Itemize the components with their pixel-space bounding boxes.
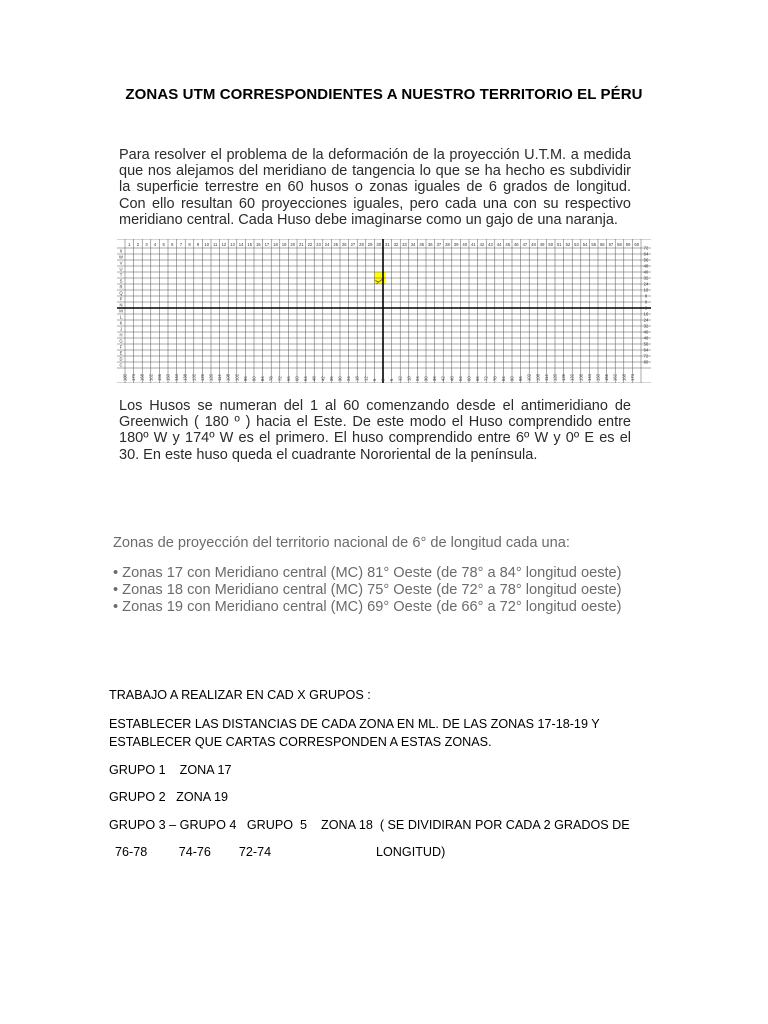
longitude-label: 102 [526, 374, 532, 381]
latitude-label: 24 [643, 281, 649, 287]
longitude-label: 168 [621, 374, 627, 381]
row-letter-label: W [119, 254, 123, 260]
zone-number-label: 25 [333, 242, 339, 247]
longitude-label: 126 [561, 374, 567, 381]
latitude-label: 48 [643, 335, 649, 341]
highlight-cell [374, 272, 385, 278]
zone-number-label: 20 [290, 242, 296, 247]
longitude-label: 84 [500, 376, 506, 381]
longitude-label: 72 [277, 376, 283, 381]
zone-number-label: 54 [582, 242, 588, 247]
longitude-label: 96 [242, 376, 248, 381]
zones-heading: Zonas de proyección del territorio nacional de 6° de longitud cada una: [113, 535, 570, 551]
zone-number-label: 27 [350, 242, 356, 247]
zone-number-label: 17 [264, 242, 270, 247]
longitude-label: 168 [139, 374, 145, 381]
zone-number-label: 56 [599, 242, 605, 247]
longitude-label: 162 [612, 374, 618, 381]
zone-18-item: • Zonas 18 con Meridiano central (MC) 75° Oeste (de 72° a 78° longitud oeste) [113, 582, 622, 598]
longitude-label: 138 [182, 374, 188, 381]
zone-number-label: 37 [436, 242, 442, 247]
latitude-label: 16 [643, 287, 649, 293]
longitude-label: 12 [363, 376, 369, 381]
longitude-label: 102 [234, 374, 240, 381]
longitude-label: 30 [423, 376, 429, 381]
zone-number-label: 23 [316, 242, 321, 247]
zone-number-label: 22 [307, 242, 313, 247]
longitude-label: 78 [268, 376, 274, 381]
page-title: ZONAS UTM CORRESPONDIENTES A NUESTRO TERRITORIO EL PÉRU [125, 86, 643, 103]
longitude-label: 48 [449, 376, 455, 381]
degree-ranges: 76-78 74-76 72-74 [115, 845, 272, 859]
row-letter-label: T [119, 272, 123, 278]
utm-zone-grid [117, 239, 651, 383]
longitude-label: 66 [285, 376, 291, 381]
zone-number-label: 12 [221, 242, 227, 247]
zone-19-item: • Zonas 19 con Meridiano central (MC) 69° Oeste (de 66° a 72° longitud oeste) [113, 599, 622, 615]
longitude-label: 144 [586, 374, 592, 381]
longitude-label: 84 [260, 376, 266, 381]
row-letter-label: U [119, 266, 123, 272]
longitude-label: 162 [148, 374, 154, 381]
longitude-label: 72 [483, 376, 489, 381]
zone-number-label: 33 [402, 242, 407, 247]
longitude-label: 24 [346, 376, 352, 381]
latitude-label: 32 [643, 323, 649, 329]
zone-number-label: 57 [608, 242, 614, 247]
latitude-label: 72 [643, 353, 649, 359]
zone-number-label: 16 [255, 242, 261, 247]
task-description: ESTABLECER LAS DISTANCIAS DE CADA ZONA EN ML. DE LAS ZONAS 17-18-19 Y ESTABLECER QUE CARTAS CORRESPONDEN A ESTAS ZONAS. [109, 717, 600, 749]
group-2-line: GRUPO 2 ZONA 19 [109, 790, 228, 804]
zone-number-label: 49 [539, 242, 545, 247]
longitude-label: 60 [466, 376, 472, 381]
longitude-label: 18 [406, 376, 412, 381]
zone-number-label: 55 [591, 242, 597, 247]
zone-number-label: 14 [238, 242, 244, 247]
group-3-5-line: GRUPO 3 – GRUPO 4 GRUPO 5 ZONA 18 ( SE DIVIDIRAN POR CADA 2 GRADOS DE [109, 818, 630, 832]
longitude-label: 150 [595, 374, 601, 381]
longitude-label: 138 [578, 374, 584, 381]
zone-number-label: 4 [153, 242, 157, 247]
row-letter-label: D [119, 356, 123, 362]
zone-number-label: 31 [384, 242, 390, 247]
latitude-label: 16 [643, 311, 649, 317]
zone-number-label: 13 [230, 242, 235, 247]
row-letter-label: J [119, 326, 123, 332]
longitude-label: 108 [225, 374, 231, 381]
latitude-label: 8 [644, 293, 648, 299]
zone-number-label: 15 [247, 242, 253, 247]
zone-number-label: 48 [531, 242, 536, 247]
longitude-label: 66 [475, 376, 481, 381]
zone-number-label: 39 [453, 242, 459, 247]
row-letter-label: M [119, 308, 123, 314]
longitude-label: 90 [509, 376, 515, 381]
numbering-paragraph: Los Husos se numeran del 1 al 60 comenzando desde el antimeridiano de Greenwich ( 180 º ) hacia el Este. De este modo el Huso comprendido entre 180º W y 174º W es el primero. El huso comprendido entre 6º W y 0º E es el 30. En este huso queda el cuadrante Nororiental de la península. [119, 398, 631, 463]
longitude-label: 126 [199, 374, 205, 381]
row-letter-label: L [119, 314, 123, 320]
latitude-label: 64 [643, 347, 649, 353]
longitude-label: 114 [543, 374, 549, 381]
row-letter-label: F [119, 344, 123, 350]
latitude-label: 24 [643, 317, 649, 323]
zone-number-label: 58 [617, 242, 622, 247]
longitude-label: 78 [492, 376, 498, 381]
latitude-label: 56 [643, 341, 649, 347]
row-letter-label: S [119, 278, 123, 284]
longitude-label: 132 [191, 374, 197, 381]
longitude-label: 174 [629, 374, 635, 381]
longitude-label: 0 [380, 378, 386, 381]
row-letter-label: N [119, 302, 123, 308]
longitude-label: 120 [208, 374, 214, 381]
longitude-label: 30 [337, 376, 343, 381]
longitude-label: 156 [156, 374, 162, 381]
latitude-label: 40 [643, 269, 649, 275]
zone-number-label: 30 [376, 242, 382, 247]
longitude-label: 42 [440, 376, 446, 381]
longitude-label: 90 [251, 376, 257, 381]
longitude-label: 54 [303, 376, 309, 381]
zone-number-label: 59 [625, 242, 631, 247]
zone-number-label: 9 [196, 242, 200, 247]
longitude-label: 132 [569, 374, 575, 381]
latitude-label: 56 [643, 257, 649, 263]
row-letter-label: P [119, 296, 123, 302]
longitude-label: 48 [311, 376, 317, 381]
zone-17-item: • Zonas 17 con Meridiano central (MC) 81° Oeste (de 78° a 84° longitud oeste) [113, 565, 622, 581]
latitude-label: 40 [643, 329, 649, 335]
zone-number-label: 24 [324, 242, 330, 247]
longitude-label: 96 [518, 376, 524, 381]
latitude-label: 8 [644, 305, 648, 311]
longitude-label: 150 [165, 374, 171, 381]
zone-number-label: 32 [393, 242, 399, 247]
intro-paragraph: Para resolver el problema de la deformación de la proyección U.T.M. a medida que nos alejamos del meridiano de tangencia lo que se ha hecho es subdividir la superficie terrestre en 60 husos o zonas iguales de 6 grados de longitud. Con ello resultan 60 proyecciones iguales, pero cada una con su respectivo meridiano central. Cada Huso debe imaginarse como un gajo de una naranja. [119, 147, 631, 228]
longitude-label: 24 [414, 376, 420, 381]
zone-number-label: 46 [513, 242, 519, 247]
longitude-label: 180 [122, 374, 128, 381]
zone-number-label: 40 [462, 242, 468, 247]
longitude-label: 108 [535, 374, 541, 381]
zone-number-label: 8 [188, 242, 191, 247]
zone-number-label: 45 [505, 242, 511, 247]
row-letter-label: K [119, 320, 123, 326]
zone-number-label: 28 [359, 242, 364, 247]
latitude-label: 72 [643, 245, 649, 251]
latitude-label: 0 [644, 299, 648, 305]
longitude-label: 42 [320, 376, 326, 381]
latitude-label: 64 [643, 251, 649, 257]
longitude-label: 144 [174, 374, 180, 381]
longitude-label: 6 [371, 378, 377, 381]
zone-number-label: 19 [281, 242, 287, 247]
zone-number-label: 47 [522, 242, 528, 247]
longitude-label: 18 [354, 376, 360, 381]
zone-number-label: 34 [410, 242, 416, 247]
zone-number-label: 10 [204, 242, 210, 247]
zone-number-label: 2 [136, 242, 140, 247]
longitude-label: 12 [397, 376, 403, 381]
row-letter-label: Q [119, 290, 123, 296]
latitude-label: 48 [643, 263, 649, 269]
zone-number-label: 44 [496, 242, 502, 247]
zone-number-label: 21 [298, 242, 304, 247]
longitude-label: 114 [217, 374, 223, 381]
zone-number-label: 53 [574, 242, 579, 247]
zone-number-label: 41 [470, 242, 476, 247]
row-letter-label: C [119, 362, 123, 368]
longitude-label: 120 [552, 374, 558, 381]
zone-number-label: 1 [128, 242, 131, 247]
zone-number-label: 26 [341, 242, 347, 247]
latitude-label: 80 [643, 359, 649, 365]
row-letter-label: R [119, 284, 123, 290]
zone-number-label: 52 [565, 242, 571, 247]
zone-number-label: 29 [367, 242, 373, 247]
longitude-label: 36 [328, 376, 334, 381]
zone-number-label: 35 [419, 242, 425, 247]
row-letter-label: X [119, 248, 123, 254]
longitude-label: 54 [457, 376, 463, 381]
longitude-label: 156 [604, 374, 610, 381]
zone-number-label: 50 [548, 242, 554, 247]
task-title: TRABAJO A REALIZAR EN CAD X GRUPOS : [109, 688, 371, 702]
zone-number-label: 3 [145, 242, 148, 247]
longitud-label: LONGITUD) [376, 845, 446, 859]
zone-number-label: 36 [427, 242, 433, 247]
zone-number-label: 6 [171, 242, 174, 247]
longitude-label: 36 [432, 376, 438, 381]
zone-number-label: 42 [479, 242, 485, 247]
group-1-line: GRUPO 1 ZONA 17 [109, 763, 232, 777]
zone-number-label: 43 [488, 242, 493, 247]
longitude-label: 174 [131, 374, 137, 381]
row-letter-label: V [119, 260, 123, 266]
longitude-label: 60 [294, 376, 300, 381]
zone-number-label: 18 [273, 242, 278, 247]
row-letter-label: E [119, 350, 123, 356]
row-letter-label: H [119, 332, 123, 338]
longitude-label: 6 [389, 378, 395, 381]
zone-number-label: 60 [634, 242, 640, 247]
zone-number-label: 51 [556, 242, 562, 247]
zone-number-label: 5 [162, 242, 165, 247]
row-letter-label: G [119, 338, 123, 344]
zones-section [113, 534, 673, 616]
zone-number-label: 38 [445, 242, 450, 247]
latitude-label: 32 [643, 275, 649, 281]
zone-number-label: 11 [213, 242, 218, 247]
zone-number-label: 7 [179, 242, 183, 247]
